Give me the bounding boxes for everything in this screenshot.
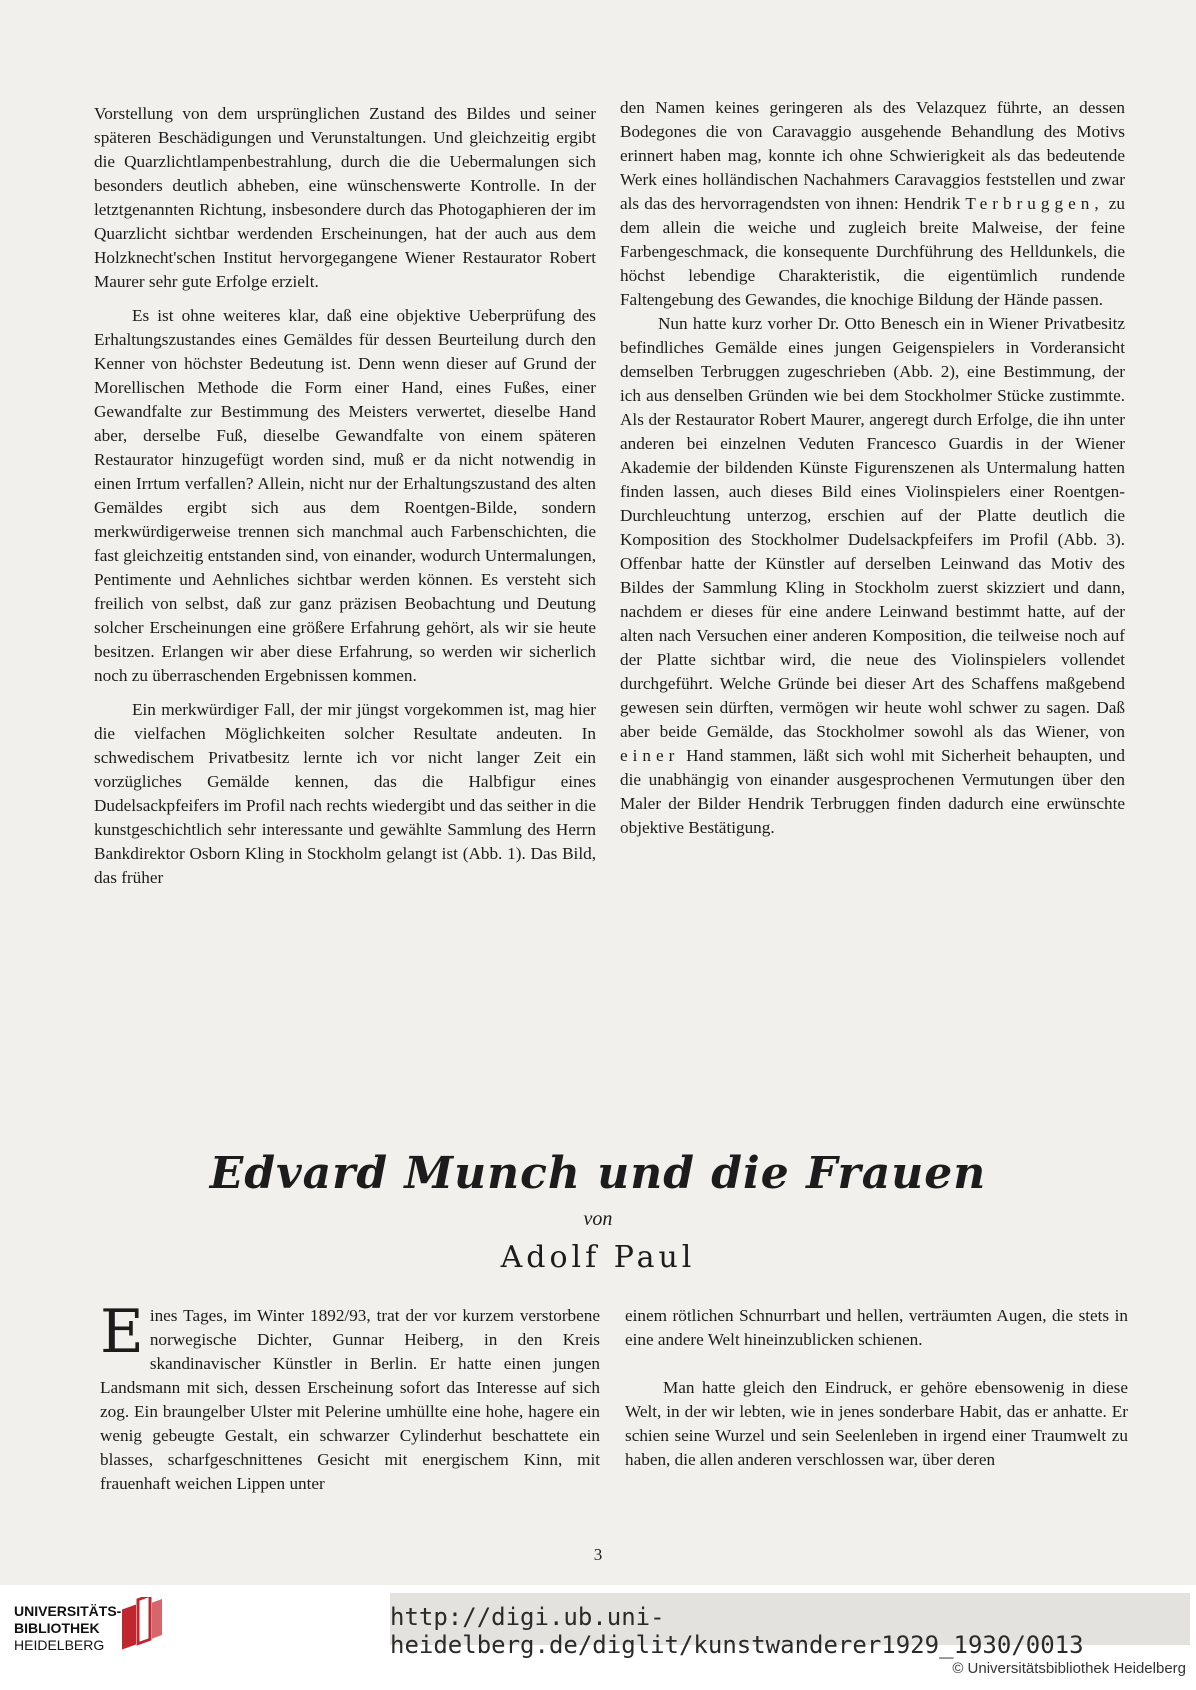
article-byline-von: von bbox=[583, 1208, 613, 1230]
article-author: Adolf Paul bbox=[500, 1240, 696, 1275]
drop-cap: E bbox=[100, 1297, 144, 1367]
logo-line: UNIVERSITÄTS- bbox=[14, 1603, 122, 1619]
text-run: zu dem allein die weiche und zugleich breite Malweise, der feine Farbengeschmack, die konsequente Durchführung des Helldunkels, die höchst lebendige Charakteristik, die eigentümlich rundende Faltengebung des Gewandes, die knochige Bildung der Hände passen. bbox=[620, 194, 1125, 309]
logo-line: HEIDELBERG bbox=[14, 1637, 105, 1653]
paragraph bbox=[620, 96, 1125, 312]
spaced-name: Terbruggen, bbox=[965, 194, 1104, 213]
copyright-notice: © Universitätsbibliothek Heidelberg bbox=[952, 1660, 1186, 1677]
source-url-link[interactable]: http://digi.ub.uni-heidelberg.de/diglit/kunstwanderer1929_1930/0013 bbox=[390, 1603, 1084, 1659]
column-top-right bbox=[620, 96, 1125, 840]
paragraph bbox=[620, 312, 1125, 840]
column-top-left bbox=[94, 102, 596, 890]
paragraph: Man hatte gleich den Eindruck, er gehöre ebensowenig in diese Welt, in der wir lebten, wie in jenes sonderbare Habit, das er anhatte. Er schien seine Wurzel und sein Seelenleben in irgend einer Traumwelt zu haben, die allen anderen verschlossen war, über deren bbox=[625, 1378, 1128, 1469]
paragraph: Vorstellung von dem ursprünglichen Zustand des Bildes und seiner späteren Beschädigungen und Verunstaltungen. Und gleichzeitig ergibt die Quarzlichtlampenbestrahlung, durch die die Uebermalungen sich besonders deutlich abheben, eine wünschenswerte Kontrolle. In der letztgenannten Richtung, insbesondere durch das Photogaphieren der im Quarzlicht sichtbar werdenden Erscheinungen, hat der auch aus dem Holzknecht'schen Institut hervorgegangene Wiener Restaurator Robert Maurer sehr gute Erfolge erzielt. bbox=[94, 104, 596, 291]
text-run: Hand stammen, läßt sich wohl mit Sicherheit behaupten, und die unabhängig von einander ausgesprochenen Vermutungen über den Maler der Bilder Hendrik Terbruggen finden dadurch eine erwünschte objektive Bestätigung. bbox=[620, 746, 1125, 837]
text-run: ines Tages, im Winter 1892/93, trat der vor kurzem verstorbene norwegische Dichter, Gunnar Heiberg, in den Kreis skandinavischer Künstler in Berlin. Er hatte einen jungen Landsmann mit sich, dessen Erscheinung sofort das Interesse auf sich zog. Ein braungelber Ulster mit Pelerine umhüllte eine hohe, hagere ein wenig gebeugte Gestalt, ein schwarzer Cylinderhut beschattete ein blasses, scharfgeschnittenes Gesicht mit energischem Kinn, mit frauenhaft weichen Lippen unter bbox=[100, 1306, 600, 1493]
paragraph: einem rötlichen Schnurrbart und hellen, verträumten Augen, die stets in eine andere Welt hineinzublicken schienen. bbox=[625, 1306, 1128, 1349]
column-bottom-left bbox=[100, 1297, 600, 1496]
paragraph: Ein merkwürdiger Fall, der mir jüngst vorgekommen ist, mag hier die vielfachen Möglichkeiten solcher Resultate andeuten. In schwedischem Privatbesitz lernte ich vor nicht langer Zeit ein vorzügliches Gemälde kennen, das die Halbfigur eines Dudelsackpfeifers im Profil nach rechts wiedergibt und das seither in die kunstgeschichtlich sehr interessante und gewählte Sammlung des Herrn Bankdirektor Osborn Kling in Stockholm gelangt ist (Abb. 1). Das Bild, das früher bbox=[94, 700, 596, 887]
page-number: 3 bbox=[593, 1545, 603, 1564]
footer-bar bbox=[0, 1585, 1196, 1690]
paragraph: Es ist ohne weiteres klar, daß eine objektive Ueberprüfung des Erhaltungszustandes eines Gemäldes für dessen Beurteilung durch den Kenner von höchster Bedeutung ist. Denn wenn dieser auf Grund der Morellischen Methode die Form einer Hand, eines Fußes, einer Gewandfalte zur Bestimmung des Meisters verwertet, dieselbe Hand aber, derselbe Fuß, dieselbe Gewandfalte von einem späteren Restaurator hinzugefügt worden sind, muß er da nicht notwendig in einen Irrtum verfallen? Allein, nicht nur der Erhaltungszustand des alten Gemäldes ergibt sich aus dem Roentgen-Bilde, sondern merkwürdigerweise trennen sich manchmal auch Farbenschichten, die fast gleichzeitig entstanden sind, von einander, wodurch Untermalungen, Pentimente und Aehnliches sichtbar werden können. Es versteht sich freilich von selbst, daß zur ganz präzisen Beobachtung und Deutung solcher Erscheinungen eine größere Erfahrung gehört, als wir sie heute besitzen. Erlangen wir aber diese Erfahrung, so werden wir sicherlich noch zu überraschenden Ergebnissen kommen. bbox=[94, 306, 596, 685]
column-bottom-right bbox=[625, 1304, 1128, 1472]
library-logo-text bbox=[14, 1603, 121, 1654]
url-bar[interactable] bbox=[390, 1593, 1190, 1659]
text-run: Nun hatte kurz vorher Dr. Otto Benesch ein in Wiener Privatbesitz befindliches Gemälde eines jungen Geigenspielers in Vorderansicht demselben Terbruggen zugeschrieben (Abb. 2), eine Bestimmung, der ich aus denselben Gründen wie bei dem Stockholmer Stücke zustimmte. Als der Restaurator Robert Maurer, angeregt durch Erfolge, die ihn unter anderen bei einzelnen Veduten Francesco Guardis in der Wiener Akademie der bildenden Künste Figurenszenen als Untermalung hatten finden lassen, auch dieses Bild eines Violinspielers einer Roentgen-Durchleuchtung unterzog, erschien auf der Platte deutlich die Komposition des Stockholmer Dudelsackpfeifers im Profil (Abb. 3). Offenbar hatte der Künstler auf derselben Leinwand das Motiv des Bildes der Sammlung Kling in Stockholm zuerst skizziert und dann, nachdem er dieses für eine andere Leinwand bestimmt hatte, auf der alten nach Versuchen einer anderen Komposition, die teilweise noch auf der Platte sichtbar wird, die neue des Violinspielers vollendet durchgeführt. Welche Gründe bei dieser Art des Schaffens maßgebend gewesen sein dürften, vermögen wir heute wohl schwer zu sagen. Daß aber beide Gemälde, das Stockholmer sowohl als das Wiener, von bbox=[620, 314, 1125, 741]
article-title: Edvard Munch und die Frauen bbox=[209, 1148, 987, 1199]
logo-line: BIBLIOTHEK bbox=[14, 1620, 100, 1636]
paragraph bbox=[100, 1297, 600, 1496]
library-logo-icon bbox=[118, 1597, 168, 1657]
text-run: den Namen keines geringeren als des Velazquez führte, an dessen Bodegones die von Caravaggio ausgehende Behandlung des Motivs erinnert haben mag, konnte ich ohne Schwierigkeit als das bedeutende Werk eines holländischen Nachahmers Caravaggios feststellen und zwar als das des hervorragendsten von ihnen: Hendrik bbox=[620, 98, 1125, 213]
spaced-word: einer bbox=[620, 746, 680, 765]
